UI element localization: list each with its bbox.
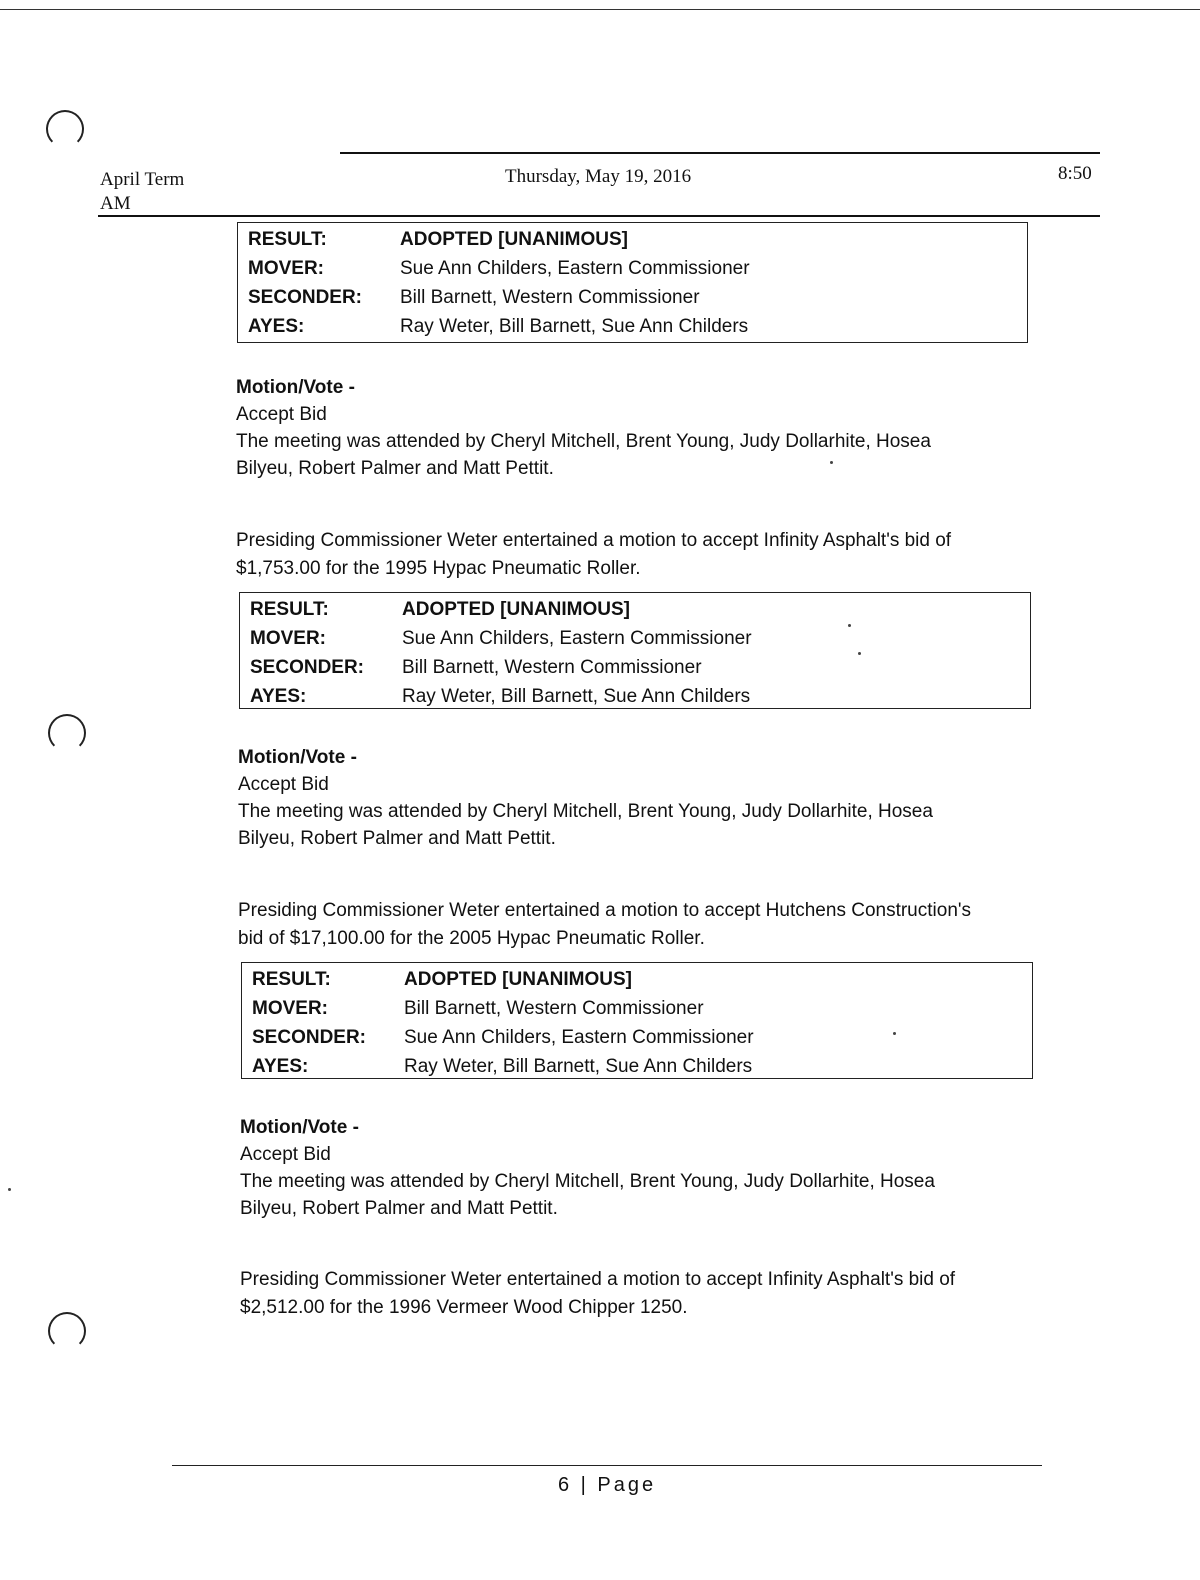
ayes-label: AYES: (252, 1055, 309, 1077)
scan-speck (858, 652, 861, 655)
result-row (252, 965, 1022, 994)
mover-row (250, 624, 1020, 653)
mover-label: MOVER: (252, 997, 328, 1019)
scan-speck (8, 1188, 11, 1191)
seconder-label: SECONDER: (252, 1026, 367, 1048)
motion-description-line: Presiding Commissioner Weter entertained a motion to accept Infinity Asphalt's bid of (236, 530, 952, 551)
seconder-row (248, 283, 1017, 312)
header-rule-bottom (98, 215, 1100, 217)
ayes-value: Ray Weter, Bill Barnett, Sue Ann Childers (400, 315, 749, 337)
header-rule-top (340, 152, 1100, 154)
scan-speck (893, 1032, 896, 1035)
motion-section (240, 1114, 1030, 1222)
mover-label: MOVER: (250, 627, 326, 649)
page-number: 6 | Page (558, 1474, 657, 1496)
footer-rule (172, 1465, 1042, 1466)
seconder-value: Sue Ann Childers, Eastern Commissioner (404, 1026, 754, 1048)
result-row (248, 225, 1017, 254)
header-term-label: April Term (100, 169, 185, 190)
attendance-line: Bilyeu, Robert Palmer and Matt Pettit. (240, 1198, 558, 1219)
motion-section (238, 744, 1028, 852)
motion-heading: Motion/Vote - (236, 377, 355, 398)
motion-section (236, 374, 1026, 482)
attendance-line: The meeting was attended by Cheryl Mitchell, Brent Young, Judy Dollarhite, Hosea (238, 801, 933, 822)
mover-value: Bill Barnett, Western Commissioner (404, 997, 704, 1019)
result-value: ADOPTED [UNANIMOUS] (400, 228, 628, 250)
attendance-line: The meeting was attended by Cheryl Mitchell, Brent Young, Judy Dollarhite, Hosea (240, 1171, 935, 1192)
mover-row (248, 254, 1017, 283)
motion-description-line: $1,753.00 for the 1995 Hypac Pneumatic Roller. (236, 558, 641, 579)
header-am-label: AM (100, 193, 131, 214)
motion-description (240, 1266, 1040, 1322)
ayes-row (252, 1052, 1022, 1081)
seconder-value: Bill Barnett, Western Commissioner (400, 286, 700, 308)
ayes-row (250, 682, 1020, 711)
punch-hole-top (46, 110, 84, 148)
seconder-label: SECONDER: (248, 286, 363, 308)
attendance-line: Bilyeu, Robert Palmer and Matt Pettit. (236, 458, 554, 479)
vote-result-table (237, 222, 1028, 343)
motion-description-line: $2,512.00 for the 1996 Vermeer Wood Chipper 1250. (240, 1297, 688, 1318)
scan-top-edge (0, 9, 1200, 10)
vote-result-table (241, 962, 1033, 1079)
punch-hole-middle (48, 714, 86, 752)
attendance-line: The meeting was attended by Cheryl Mitchell, Brent Young, Judy Dollarhite, Hosea (236, 431, 931, 452)
ayes-label: AYES: (250, 685, 307, 707)
header-time: 8:50 (1058, 163, 1092, 184)
ayes-label: AYES: (248, 315, 305, 337)
mover-label: MOVER: (248, 257, 324, 279)
mover-row (252, 994, 1022, 1023)
result-value: ADOPTED [UNANIMOUS] (402, 598, 630, 620)
punch-hole-bottom (48, 1312, 86, 1350)
motion-description-line: Presiding Commissioner Weter entertained a motion to accept Infinity Asphalt's bid of (240, 1269, 956, 1290)
motion-heading: Motion/Vote - (240, 1117, 359, 1138)
motion-subheading: Accept Bid (236, 404, 327, 425)
vote-result-table (239, 592, 1031, 709)
seconder-row (252, 1023, 1022, 1052)
ayes-value: Ray Weter, Bill Barnett, Sue Ann Childers (402, 685, 751, 707)
motion-description-line: bid of $17,100.00 for the 2005 Hypac Pneumatic Roller. (238, 928, 705, 949)
motion-description (236, 527, 1036, 583)
mover-value: Sue Ann Childers, Eastern Commissioner (402, 627, 752, 649)
scan-speck (848, 624, 851, 627)
seconder-row (250, 653, 1020, 682)
motion-subheading: Accept Bid (240, 1144, 331, 1165)
scan-speck (830, 461, 833, 464)
result-label: RESULT: (250, 598, 329, 620)
header-date: Thursday, May 19, 2016 (505, 166, 692, 187)
result-value: ADOPTED [UNANIMOUS] (404, 968, 632, 990)
mover-value: Sue Ann Childers, Eastern Commissioner (400, 257, 750, 279)
motion-heading: Motion/Vote - (238, 747, 357, 768)
motion-description-line: Presiding Commissioner Weter entertained a motion to accept Hutchens Construction's (238, 900, 972, 921)
ayes-value: Ray Weter, Bill Barnett, Sue Ann Childers (404, 1055, 753, 1077)
ayes-row (248, 312, 1017, 341)
motion-subheading: Accept Bid (238, 774, 329, 795)
result-label: RESULT: (252, 968, 331, 990)
attendance-line: Bilyeu, Robert Palmer and Matt Pettit. (238, 828, 556, 849)
motion-description (238, 897, 1038, 953)
header-term (100, 168, 184, 216)
seconder-value: Bill Barnett, Western Commissioner (402, 656, 702, 678)
result-label: RESULT: (248, 228, 327, 250)
seconder-label: SECONDER: (250, 656, 365, 678)
result-row (250, 595, 1020, 624)
